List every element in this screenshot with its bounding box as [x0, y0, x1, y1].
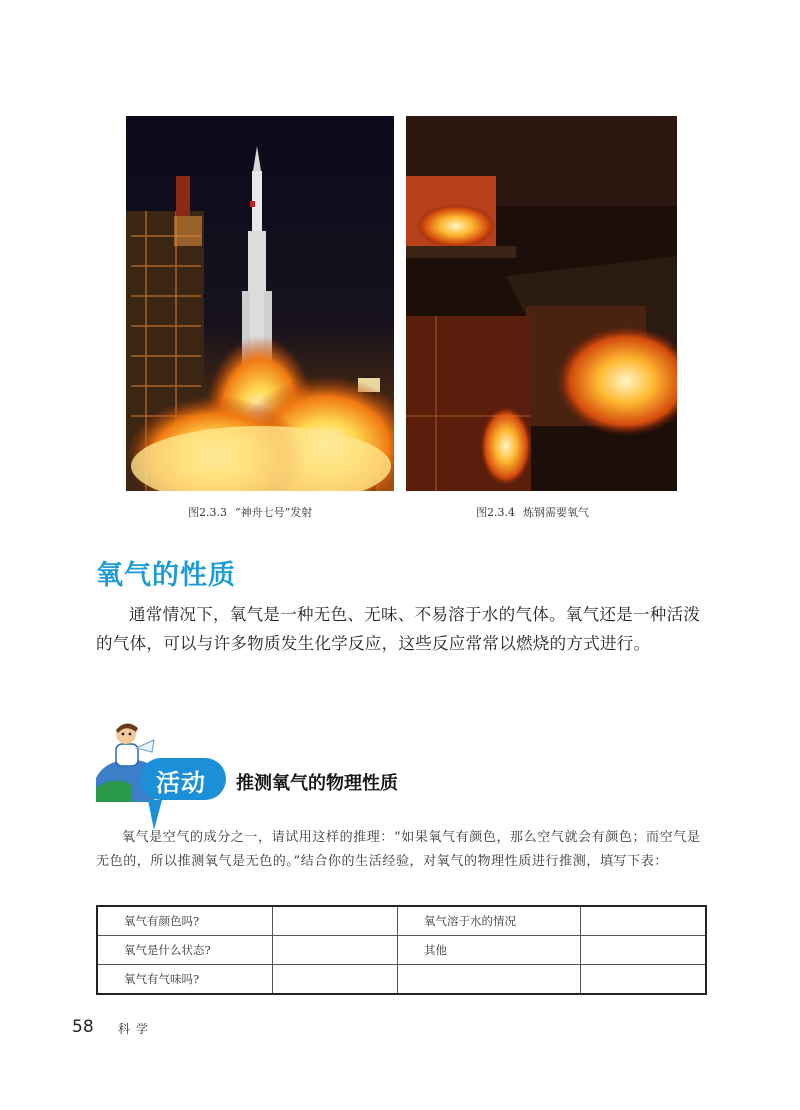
properties-table: [96, 905, 707, 995]
figure-number: 图2.3.3: [188, 506, 227, 519]
figure-caption-right: [476, 504, 589, 520]
activity-instructions: 氧气是空气的成分之一，请试用这样的推理：“如果氧气有颜色，那么空气就会有颜色；而空气是无色的，所以推测氧气是无色的。”结合你的生活经验，对氧气的物理性质进行推测，填写下表：: [96, 830, 701, 869]
table-cell-question: 其他: [398, 936, 581, 965]
table-cell-question: 氧气溶于水的情况: [398, 906, 581, 936]
table-row: [97, 906, 706, 936]
figure-caption-text: “神舟七号”发射: [235, 506, 313, 519]
answer-cell[interactable]: [581, 906, 707, 936]
table-cell-question: 氧气是什么状态?: [97, 936, 273, 965]
figure-number: 图2.3.4: [476, 506, 515, 519]
activity-badge-label: 活动: [156, 769, 206, 797]
subject-label: 科学: [118, 1022, 155, 1036]
answer-cell[interactable]: [581, 936, 707, 965]
table-row: [97, 965, 706, 995]
steelmaking-photo: [406, 116, 677, 491]
answer-cell[interactable]: [273, 906, 398, 936]
answer-cell[interactable]: [273, 965, 398, 995]
table-cell-question: 氧气有颜色吗?: [97, 906, 273, 936]
table-cell-question: 氧气有气味吗?: [97, 965, 273, 995]
table-row: [97, 936, 706, 965]
answer-cell[interactable]: [273, 936, 398, 965]
page-number: 58: [72, 1017, 94, 1037]
figure-caption-left: [188, 504, 312, 520]
figure-caption-text: 炼钢需要氧气: [523, 506, 589, 519]
section-title: 氧气的性质: [96, 560, 236, 591]
table-cell-question: [398, 965, 581, 995]
intro-paragraph: 通常情况下，氧气是一种无色、无味、不易溶于水的气体。氧气还是一种活泼的气体，可以与许多物质发生化学反应，这些反应常常以燃烧的方式进行。: [96, 605, 701, 653]
rocket-launch-photo: [126, 116, 394, 491]
answer-cell[interactable]: [581, 965, 707, 995]
activity-title: 推测氧气的物理性质: [236, 773, 398, 794]
